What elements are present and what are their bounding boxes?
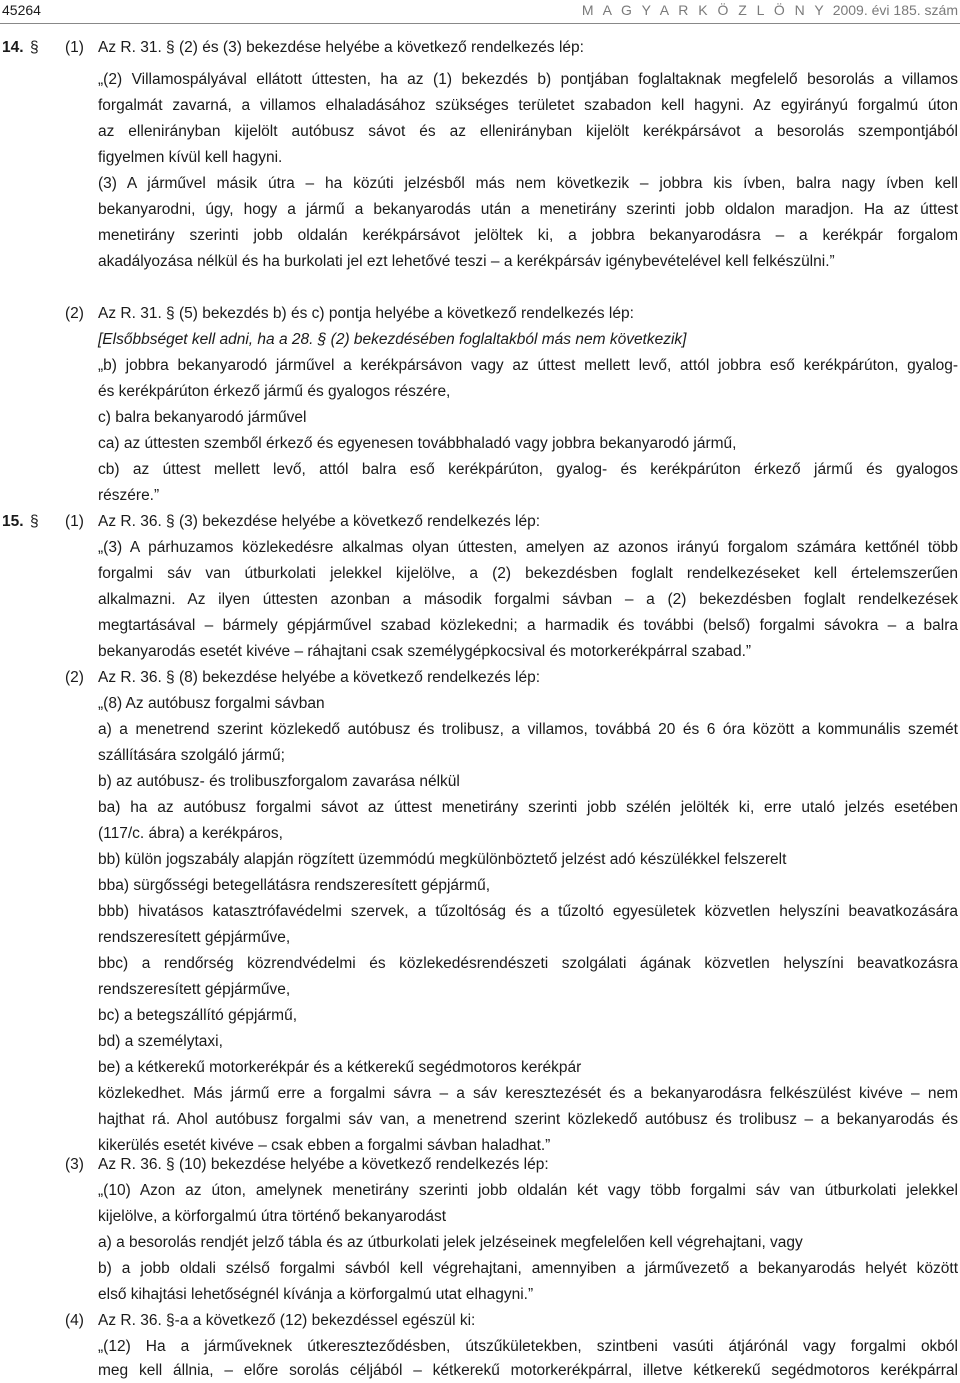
text-line: kikerülés esetét kivéve – csak ebben a forgalmi sávban haladhat.”: [98, 1137, 551, 1154]
section-15-sign: §: [30, 513, 39, 530]
text-line: figyelmen kívül kell hagyni.: [98, 149, 283, 166]
section-15-para-2: (2): [65, 669, 84, 686]
text-line: „(10) Azon az úton, amelynek menetirány szerinti jobb oldalán két vagy több forgalmi sáv van útburkolati jelekkel: [98, 1182, 958, 1199]
text-line: forgalmát zavarná, a villamos elhaladásához szükséges területet szabadon kell hagyni. Az egyirányú forgalmú úton: [98, 97, 958, 114]
text-line: forgalmi sáv van útburkolati jelekkel kijelölve, a (2) bekezdésben foglalt rendelkezéseket kell értelemszerűen: [98, 565, 958, 582]
text-line: Az R. 36. § (8) bekezdése helyébe a következő rendelkezés lép:: [98, 669, 541, 686]
text-line: szállítására szolgáló jármű;: [98, 747, 285, 764]
text-line: „(8) Az autóbusz forgalmi sávban: [98, 695, 325, 712]
text-line: „b) jobbra bekanyarodó járművel a kerékpársávon vagy az úttest mellett levő, attól jobbra eső kerékpárúton, gyalog-: [98, 357, 958, 374]
text-line: b) a jobb oldali szélső forgalmi sávból kell végrehajtani, amennyiben a járművezető a bekanyarodás helyét között: [98, 1260, 958, 1277]
section-14-number: 14.: [2, 39, 24, 56]
text-line: (117/c. ábra) a kerékpáros,: [98, 825, 283, 842]
text-line: akadályozása nélkül és ha burkolati jel ezt lehetővé teszi – a kerékpársáv igénybevételével kell felkészülni.”: [98, 253, 835, 270]
text-line: rendszeresített gépjárműve,: [98, 981, 291, 998]
text-line: bc) a betegszállító gépjármű,: [98, 1007, 298, 1024]
text-line: cb) az úttest mellett levő, attól balra eső kerékpárúton, gyalog- és kerékpárúton érkező jármű és gyalogos: [98, 461, 958, 478]
text-line: menetirány szerinti jobb oldalán kerékpársávot jelöltek ki, a jobbra bekanyarodásra – a kerékpár forgalom: [98, 227, 958, 244]
section-14-sign: §: [30, 39, 39, 56]
text-line: „(2) Villamospályával ellátott úttesten, ha az (1) bekezdés b) pontjában foglaltaknak megfelelő besorolás a villamos: [98, 71, 958, 88]
section-15-para-4: (4): [65, 1312, 84, 1329]
text-line: közlekedhet. Más jármű erre a forgalmi sávra – a sáv keresztezését és a bekanyarodásra felkészülést kivéve – nem: [98, 1085, 958, 1102]
text-line: első kihajtási lehetőségnél kívánja a körforgalmú utat elhagyni.”: [98, 1286, 534, 1303]
text-line: b) az autóbusz- és trolibuszforgalom zavarása nélkül: [98, 773, 460, 790]
text-line: ca) az úttesten szemből érkező és egyenesen továbbhaladó vagy jobbra bekanyarodó jármű,: [98, 435, 737, 452]
text-line: Az R. 36. § (3) bekezdése helyébe a következő rendelkezés lép:: [98, 513, 541, 530]
text-line: bbc) a rendőrség közrendvédelmi és közlekedésrendészeti szolgálati ágának közvetlen helyszíni beavatkozásra: [98, 955, 958, 972]
text-line: ba) ha az autóbusz forgalmi sávot az úttest menetirány szerinti jobb szélén jelölték ki, erre utaló jelzés esetében: [98, 799, 958, 816]
text-line: Az R. 36. § (10) bekezdése helyébe a következő rendelkezés lép:: [98, 1156, 549, 1173]
text-line: „(12) Ha a járműveknek útkereszteződésben, útszűkületekben, szintbeni vasúti átjárónál vagy forgalmi okból: [98, 1338, 958, 1355]
text-line: alkalmazni. Az ilyen úttesten azonban a második forgalmi sávban – a (2) bekezdésben foglalt rendelkezések: [98, 591, 958, 608]
text-line: meg kell állnia, – előre sorolás céljából – kétkerekű motorkerékpárral, illetve kétkerekű segédmotoros kerékpárral: [98, 1362, 958, 1379]
section-14-para-1: (1): [65, 39, 84, 56]
text-line: „(3) A párhuzamos közlekedésre alkalmas olyan úttesten, amelyen az azonos irányú forgalom számára kettőnél több: [98, 539, 958, 556]
section-15-para-1: (1): [65, 513, 84, 530]
text-line: Az R. 31. § (2) és (3) bekezdése helyébe a következő rendelkezés lép:: [98, 39, 584, 56]
text-line: megtartásával – bármely gépjárművel szabad közlekedni; a harmadik és további (belső) forgalmi sávokra – a balra: [98, 617, 958, 634]
text-line: bd) a személytaxi,: [98, 1033, 223, 1050]
section-15-para-3: (3): [65, 1156, 84, 1173]
journal-title: [582, 0, 958, 20]
text-line: c) balra bekanyarodó járművel: [98, 409, 307, 426]
text-line: kijelölve, a körforgalmú útra történő bekanyarodást: [98, 1208, 447, 1225]
text-line: (3) A járművel másik útra – ha közúti jelzésből más nem következik – jobbra kis ívben, balra nagy ívben kell: [98, 175, 958, 192]
text-line: be) a kétkerekű motorkerékpár és a kétkerekű segédmotoros kerékpár: [98, 1059, 582, 1076]
text-line: bekanyarodás esetét kivéve – ráhajtani csak személygépkocsival és motorkerékpárral szabad.”: [98, 643, 752, 660]
text-line: bbb) hivatásos katasztrófavédelmi szervek, a tűzoltóság és a tűzoltó egyesületek közvetlen helyszíni beavatkozására: [98, 903, 958, 920]
text-line: bb) külön jogszabály alapján rögzített üzemmódú megkülönböztető jelzést adó készülékkel felszerelt: [98, 851, 787, 868]
text-line: és kerékpárúton érkező jármű és gyalogos részére,: [98, 383, 451, 400]
text-line: Az R. 36. §-a a következő (12) bekezdéssel egészül ki:: [98, 1312, 476, 1329]
text-line: bba) sürgősségi betegellátásra rendszeresített gépjármű,: [98, 877, 491, 894]
text-line: a) a menetrend szerint közlekedő autóbusz és trolibusz, a villamos, továbbá 20 és 6 óra között a kommunális szemét: [98, 721, 958, 738]
journal-name: M A G Y A R K Ö Z L Ö N Y: [581, 2, 827, 18]
section-14-para-2: (2): [65, 305, 84, 322]
issue-number: 2009. évi 185. szám: [832, 2, 958, 18]
page-number: 45264: [2, 2, 41, 18]
page-header: [0, 0, 960, 22]
text-line: Az R. 31. § (5) bekezdés b) és c) pontja helyébe a következő rendelkezés lép:: [98, 305, 634, 322]
text-line: az ellenirányban kijelölt autóbusz sávot és az ellenirányban kijelölt kerékpársávot a besorolás szempontjából: [98, 123, 958, 140]
text-line: a) a besorolás rendjét jelző tábla és az útburkolati jelek jelzéseinek megfelelően kell végrehajtani, vagy: [98, 1234, 803, 1251]
text-line: részére.”: [98, 487, 160, 504]
header-rule: [0, 23, 960, 24]
text-line: [Elsőbbséget kell adni, ha a 28. § (2) bekezdésében foglaltakból más nem következik]: [98, 331, 687, 348]
text-line: bekanyarodni, úgy, hogy a jármű a bekanyarodás után a menetirány szerinti jobb oldalon maradjon. Ha az úttest: [98, 201, 958, 218]
text-line: hajthat rá. Ahol autóbusz forgalmi sáv van, a menetrend szerint közlekedő autóbusz és trolibusz – a bekanyarodás és: [98, 1111, 958, 1128]
section-15-number: 15.: [2, 513, 24, 530]
text-line: rendszeresített gépjárműve,: [98, 929, 291, 946]
